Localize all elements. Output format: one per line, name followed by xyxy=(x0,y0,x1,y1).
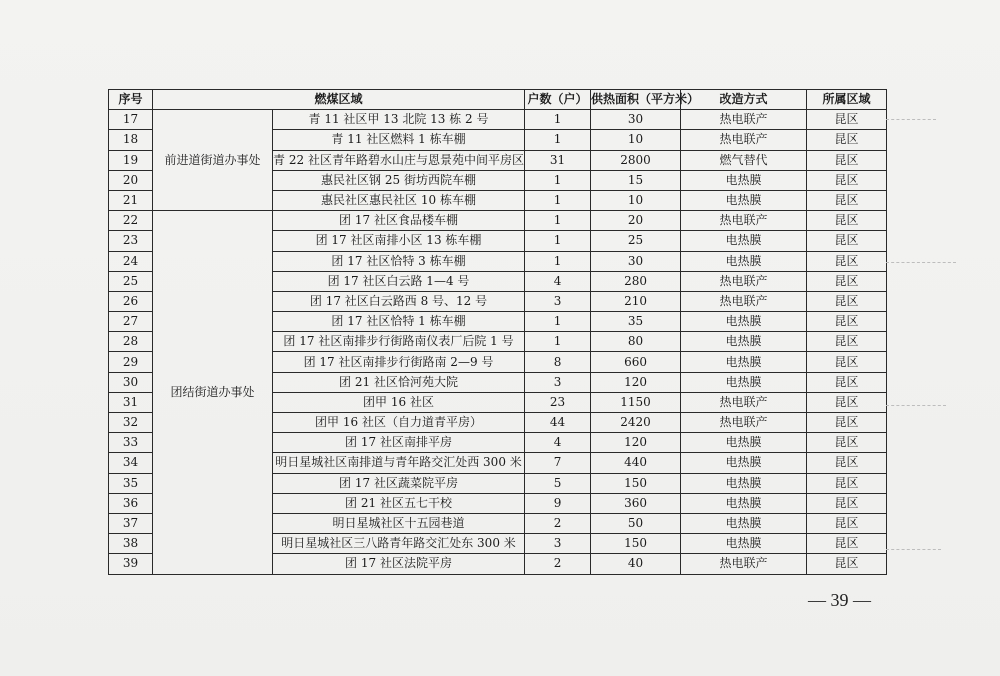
row-number-cell: 18 xyxy=(109,130,153,150)
retrofit-method-cell: 电热膜 xyxy=(681,170,807,190)
retrofit-method-cell: 电热膜 xyxy=(681,493,807,513)
region-cell: 昆区 xyxy=(807,251,887,271)
row-number-cell: 23 xyxy=(109,231,153,251)
region-cell: 昆区 xyxy=(807,312,887,332)
heating-area-cell: 280 xyxy=(591,271,681,291)
coal-area-cell: 团 21 社区恰河苑大院 xyxy=(273,372,525,392)
coal-area-cell: 明日星城社区十五园巷道 xyxy=(273,513,525,533)
region-cell: 昆区 xyxy=(807,170,887,190)
heating-area-cell: 210 xyxy=(591,291,681,311)
households-cell: 8 xyxy=(525,352,591,372)
coal-area-cell: 团 17 社区恰特 3 栋车棚 xyxy=(273,251,525,271)
heating-area-cell: 15 xyxy=(591,170,681,190)
households-cell: 1 xyxy=(525,190,591,210)
row-number-cell: 20 xyxy=(109,170,153,190)
retrofit-method-cell: 电热膜 xyxy=(681,453,807,473)
households-cell: 4 xyxy=(525,271,591,291)
region-cell: 昆区 xyxy=(807,372,887,392)
table-row xyxy=(109,110,887,130)
households-cell: 23 xyxy=(525,392,591,412)
coal-area-table xyxy=(108,89,887,575)
retrofit-method-cell: 热电联产 xyxy=(681,211,807,231)
coal-area-cell: 团 17 社区法院平房 xyxy=(273,554,525,574)
retrofit-method-cell: 燃气替代 xyxy=(681,150,807,170)
row-number-cell: 31 xyxy=(109,392,153,412)
retrofit-method-cell: 电热膜 xyxy=(681,473,807,493)
retrofit-method-cell: 电热膜 xyxy=(681,190,807,210)
retrofit-method-cell: 热电联产 xyxy=(681,413,807,433)
row-number-cell: 22 xyxy=(109,211,153,231)
households-cell: 5 xyxy=(525,473,591,493)
heating-area-cell: 2800 xyxy=(591,150,681,170)
households-cell: 1 xyxy=(525,211,591,231)
households-cell: 1 xyxy=(525,332,591,352)
coal-area-cell: 青 22 社区青年路碧水山庄与恩景苑中间平房区 xyxy=(273,150,525,170)
heating-area-cell: 20 xyxy=(591,211,681,231)
row-number-cell: 28 xyxy=(109,332,153,352)
region-cell: 昆区 xyxy=(807,271,887,291)
region-cell: 昆区 xyxy=(807,513,887,533)
retrofit-method-cell: 电热膜 xyxy=(681,312,807,332)
row-number-cell: 29 xyxy=(109,352,153,372)
heating-area-cell: 440 xyxy=(591,453,681,473)
heating-area-cell: 40 xyxy=(591,554,681,574)
row-number-cell: 24 xyxy=(109,251,153,271)
header-row xyxy=(109,90,887,110)
coal-area-cell: 团 17 社区南排步行街路南 2—9 号 xyxy=(273,352,525,372)
row-number-cell: 36 xyxy=(109,493,153,513)
coal-area-cell: 团 17 社区恰特 1 栋车棚 xyxy=(273,312,525,332)
coal-area-cell: 惠民社区惠民社区 10 栋车棚 xyxy=(273,190,525,210)
row-number-cell: 38 xyxy=(109,534,153,554)
coal-area-cell: 团 17 社区白云路西 8 号、12 号 xyxy=(273,291,525,311)
heating-area-cell: 150 xyxy=(591,534,681,554)
header-region: 所属区域 xyxy=(807,90,887,110)
heating-area-cell: 360 xyxy=(591,493,681,513)
coal-area-cell: 团 17 社区食品楼车棚 xyxy=(273,211,525,231)
households-cell: 3 xyxy=(525,534,591,554)
households-cell: 1 xyxy=(525,170,591,190)
households-cell: 2 xyxy=(525,554,591,574)
region-cell: 昆区 xyxy=(807,150,887,170)
retrofit-method-cell: 热电联产 xyxy=(681,110,807,130)
coal-area-cell: 青 11 社区甲 13 北院 13 栋 2 号 xyxy=(273,110,525,130)
heating-area-cell: 150 xyxy=(591,473,681,493)
heating-area-cell: 30 xyxy=(591,251,681,271)
households-cell: 1 xyxy=(525,110,591,130)
heating-area-cell: 2420 xyxy=(591,413,681,433)
margin-dash xyxy=(886,262,956,263)
row-number-cell: 25 xyxy=(109,271,153,291)
region-cell: 昆区 xyxy=(807,291,887,311)
heating-area-cell: 25 xyxy=(591,231,681,251)
district-cell: 前进道街道办事处 xyxy=(153,110,273,211)
retrofit-method-cell: 热电联产 xyxy=(681,392,807,412)
row-number-cell: 17 xyxy=(109,110,153,130)
heating-area-cell: 1150 xyxy=(591,392,681,412)
region-cell: 昆区 xyxy=(807,453,887,473)
header-method: 改造方式 xyxy=(681,90,807,110)
region-cell: 昆区 xyxy=(807,534,887,554)
households-cell: 2 xyxy=(525,513,591,533)
heating-area-cell: 120 xyxy=(591,433,681,453)
coal-area-cell: 团 17 社区白云路 1—4 号 xyxy=(273,271,525,291)
table-row xyxy=(109,211,887,231)
heating-area-cell: 35 xyxy=(591,312,681,332)
households-cell: 9 xyxy=(525,493,591,513)
region-cell: 昆区 xyxy=(807,190,887,210)
row-number-cell: 21 xyxy=(109,190,153,210)
heating-area-cell: 30 xyxy=(591,110,681,130)
row-number-cell: 32 xyxy=(109,413,153,433)
households-cell: 44 xyxy=(525,413,591,433)
coal-area-cell: 明日星城社区南排道与青年路交汇处西 300 米 xyxy=(273,453,525,473)
retrofit-method-cell: 电热膜 xyxy=(681,534,807,554)
region-cell: 昆区 xyxy=(807,413,887,433)
coal-area-cell: 团 17 社区蔬菜院平房 xyxy=(273,473,525,493)
households-cell: 1 xyxy=(525,312,591,332)
coal-area-cell: 明日星城社区三八路青年路交汇处东 300 米 xyxy=(273,534,525,554)
row-number-cell: 33 xyxy=(109,433,153,453)
coal-area-cell: 团 17 社区南排步行街路南仪表厂后院 1 号 xyxy=(273,332,525,352)
region-cell: 昆区 xyxy=(807,130,887,150)
coal-area-cell: 青 11 社区燃料 1 栋车棚 xyxy=(273,130,525,150)
header-households: 户数（户） xyxy=(525,90,591,110)
coal-area-cell: 团 21 社区五七干校 xyxy=(273,493,525,513)
retrofit-method-cell: 电热膜 xyxy=(681,231,807,251)
retrofit-method-cell: 电热膜 xyxy=(681,251,807,271)
households-cell: 1 xyxy=(525,130,591,150)
retrofit-method-cell: 电热膜 xyxy=(681,332,807,352)
margin-dash xyxy=(886,119,936,120)
coal-area-cell: 团 17 社区南排小区 13 栋车棚 xyxy=(273,231,525,251)
households-cell: 7 xyxy=(525,453,591,473)
margin-dash xyxy=(886,549,941,550)
households-cell: 1 xyxy=(525,251,591,271)
coal-area-cell: 团甲 16 社区（自力道青平房） xyxy=(273,413,525,433)
region-cell: 昆区 xyxy=(807,110,887,130)
region-cell: 昆区 xyxy=(807,554,887,574)
retrofit-method-cell: 热电联产 xyxy=(681,554,807,574)
row-number-cell: 34 xyxy=(109,453,153,473)
region-cell: 昆区 xyxy=(807,473,887,493)
row-number-cell: 19 xyxy=(109,150,153,170)
households-cell: 3 xyxy=(525,291,591,311)
row-number-cell: 30 xyxy=(109,372,153,392)
heating-area-cell: 120 xyxy=(591,372,681,392)
heating-area-cell: 10 xyxy=(591,190,681,210)
retrofit-method-cell: 电热膜 xyxy=(681,433,807,453)
retrofit-method-cell: 热电联产 xyxy=(681,291,807,311)
retrofit-method-cell: 电热膜 xyxy=(681,372,807,392)
region-cell: 昆区 xyxy=(807,231,887,251)
region-cell: 昆区 xyxy=(807,392,887,412)
region-cell: 昆区 xyxy=(807,493,887,513)
heating-area-cell: 10 xyxy=(591,130,681,150)
header-area: 燃煤区域 xyxy=(153,90,525,110)
header-heating-area: 供热面积（平方米） xyxy=(591,90,681,110)
heating-area-cell: 80 xyxy=(591,332,681,352)
region-cell: 昆区 xyxy=(807,211,887,231)
retrofit-method-cell: 电热膜 xyxy=(681,513,807,533)
coal-area-cell: 惠民社区钢 25 街坊西院车棚 xyxy=(273,170,525,190)
row-number-cell: 35 xyxy=(109,473,153,493)
households-cell: 31 xyxy=(525,150,591,170)
table-body xyxy=(109,110,887,574)
page-number: — 39 — xyxy=(808,590,871,610)
households-cell: 4 xyxy=(525,433,591,453)
retrofit-method-cell: 热电联产 xyxy=(681,130,807,150)
region-cell: 昆区 xyxy=(807,332,887,352)
households-cell: 1 xyxy=(525,231,591,251)
region-cell: 昆区 xyxy=(807,433,887,453)
margin-dash xyxy=(886,405,946,406)
header-no: 序号 xyxy=(109,90,153,110)
heating-area-cell: 50 xyxy=(591,513,681,533)
coal-area-cell: 团 17 社区南排平房 xyxy=(273,433,525,453)
row-number-cell: 27 xyxy=(109,312,153,332)
region-cell: 昆区 xyxy=(807,352,887,372)
retrofit-method-cell: 热电联产 xyxy=(681,271,807,291)
row-number-cell: 26 xyxy=(109,291,153,311)
retrofit-method-cell: 电热膜 xyxy=(681,352,807,372)
row-number-cell: 39 xyxy=(109,554,153,574)
row-number-cell: 37 xyxy=(109,513,153,533)
coal-area-cell: 团甲 16 社区 xyxy=(273,392,525,412)
heating-area-cell: 660 xyxy=(591,352,681,372)
district-cell: 团结街道办事处 xyxy=(153,211,273,574)
households-cell: 3 xyxy=(525,372,591,392)
